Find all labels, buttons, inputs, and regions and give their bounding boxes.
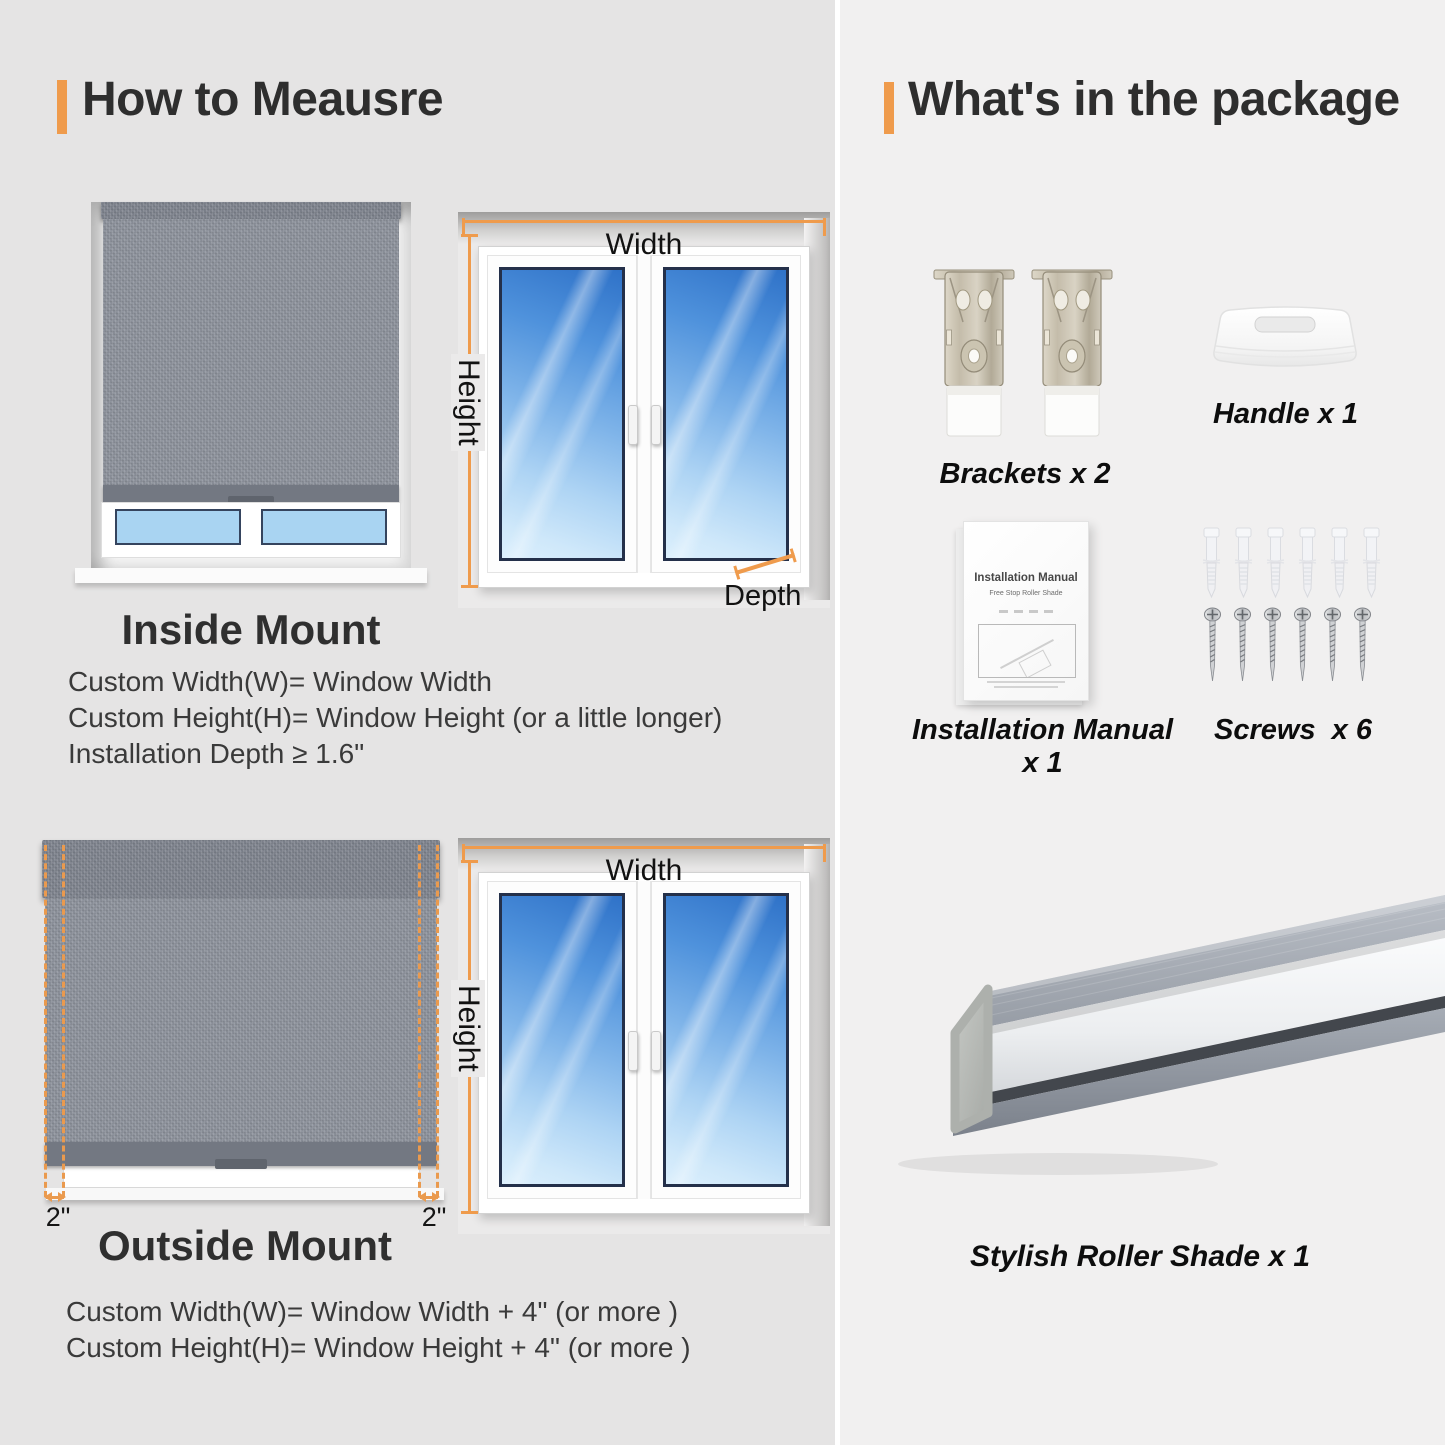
shade-cassette xyxy=(42,840,440,898)
accent-bar-left xyxy=(57,80,67,134)
window-bottom xyxy=(101,502,401,558)
rule-line: Custom Width(W)= Window Width xyxy=(68,666,492,697)
screws-image xyxy=(1204,607,1371,685)
shade-bottom-rail xyxy=(103,485,399,502)
overlap-dashed-line xyxy=(44,845,47,1197)
window-sill xyxy=(46,1188,444,1200)
window-handle xyxy=(628,405,638,445)
accent-bar-right xyxy=(884,82,894,134)
overlap-dashed-line xyxy=(436,845,439,1197)
overlap-arrow-left xyxy=(46,1196,64,1199)
screws-label: Screws x 6 xyxy=(1214,714,1372,746)
shade-bottom-rail xyxy=(45,1142,437,1166)
rule-line: Custom Height(H)= Window Height + 4" (or more ) xyxy=(66,1332,691,1363)
width-measure-line xyxy=(462,220,826,223)
brackets-label: Brackets x 2 xyxy=(939,458,1111,490)
window-handle xyxy=(628,1031,638,1071)
inside-mount-heading: Inside Mount xyxy=(121,606,381,653)
section-title-package: What's in the package xyxy=(908,73,1400,126)
brackets-image xyxy=(933,268,1113,440)
window-casement-left xyxy=(487,255,637,573)
manual-cover-fineprint xyxy=(964,681,1088,688)
wall-anchor-icon xyxy=(1234,527,1253,599)
section-title-measure: How to Meausre xyxy=(82,73,444,126)
overlap-dashed-line xyxy=(418,845,421,1197)
shade-pull-tab xyxy=(215,1159,267,1169)
wall-anchor-icon xyxy=(1362,527,1381,599)
window-mullion xyxy=(637,255,651,573)
anchors-image xyxy=(1202,527,1381,599)
window-handle xyxy=(651,1031,661,1071)
window-sill xyxy=(75,568,427,583)
window-frame xyxy=(478,872,810,1214)
wall-anchor-icon xyxy=(1330,527,1349,599)
outside-mount-rules xyxy=(66,1294,691,1366)
screw-icon xyxy=(1204,607,1221,685)
measure-diagram-outside xyxy=(452,838,830,1234)
handle-label: Handle x 1 xyxy=(1212,398,1359,430)
window-pane xyxy=(499,267,625,561)
overlap-gap-label-right: 2" xyxy=(421,1202,447,1232)
manual-cover-subtitle: Free Stop Roller Shade xyxy=(989,590,1063,597)
outside-mount-heading: Outside Mount xyxy=(98,1222,392,1269)
window-frame xyxy=(478,246,810,588)
window-handle xyxy=(651,405,661,445)
outside-mount-illustration xyxy=(40,800,450,1238)
window-casement-left xyxy=(487,881,637,1199)
width-label: Width xyxy=(605,854,683,887)
window-casement-right xyxy=(651,881,801,1199)
overlap-dashed-line xyxy=(62,845,65,1197)
wall-anchor-icon xyxy=(1266,527,1285,599)
height-label: Height xyxy=(451,354,485,451)
screw-icon xyxy=(1264,607,1281,685)
manual-cover-diagram xyxy=(978,624,1076,678)
window-pane xyxy=(663,893,789,1187)
wall-anchor-icon xyxy=(1298,527,1317,599)
handle-icon xyxy=(1196,296,1374,396)
shade-fabric xyxy=(45,898,437,1142)
width-label: Width xyxy=(605,228,683,261)
depth-label: Depth xyxy=(724,580,802,612)
roller-shade-inside xyxy=(103,202,399,502)
inside-mount-rules xyxy=(68,664,722,772)
screw-icon xyxy=(1294,607,1311,685)
window-pane xyxy=(663,267,789,561)
window-recess xyxy=(91,202,411,568)
screw-icon xyxy=(1234,607,1251,685)
manual-cover-marks xyxy=(964,610,1088,613)
overlap-arrow-right xyxy=(420,1196,438,1199)
measure-diagram-inside xyxy=(452,212,830,612)
rule-line: Custom Height(H)= Window Height (or a little longer) xyxy=(68,702,723,733)
bracket-icon xyxy=(1031,268,1113,440)
width-measure-line xyxy=(462,846,826,849)
window-pane xyxy=(115,509,241,545)
manual-cover xyxy=(963,521,1089,701)
overlap-gap-label-left: 2" xyxy=(45,1202,71,1232)
panel-divider xyxy=(835,0,840,1445)
window-mullion xyxy=(637,881,651,1199)
roller-shade-label: Stylish Roller Shade x 1 xyxy=(969,1240,1311,1273)
shade-cassette xyxy=(101,202,401,219)
screw-icon xyxy=(1324,607,1341,685)
handle-image xyxy=(1196,296,1374,401)
bracket-icon xyxy=(933,268,1015,440)
height-label: Height xyxy=(451,980,485,1077)
manual-cover-title: Installation Manual xyxy=(974,572,1078,584)
window-pane xyxy=(499,893,625,1187)
roller-shade-outside xyxy=(45,840,437,1166)
installation-manual-image xyxy=(963,521,1089,701)
window-casement-right xyxy=(651,255,801,573)
wall-anchor-icon xyxy=(1202,527,1221,599)
screw-icon xyxy=(1354,607,1371,685)
inside-mount-illustration xyxy=(75,196,427,594)
manual-label: Installation Manual x 1 xyxy=(911,714,1174,779)
shade-fabric xyxy=(103,219,399,485)
rule-line: Custom Width(W)= Window Width + 4" (or more ) xyxy=(66,1296,679,1327)
roller-shade-product-image xyxy=(858,856,1445,1188)
rule-line: Installation Depth ≥ 1.6" xyxy=(68,738,365,769)
window-pane xyxy=(261,509,387,545)
